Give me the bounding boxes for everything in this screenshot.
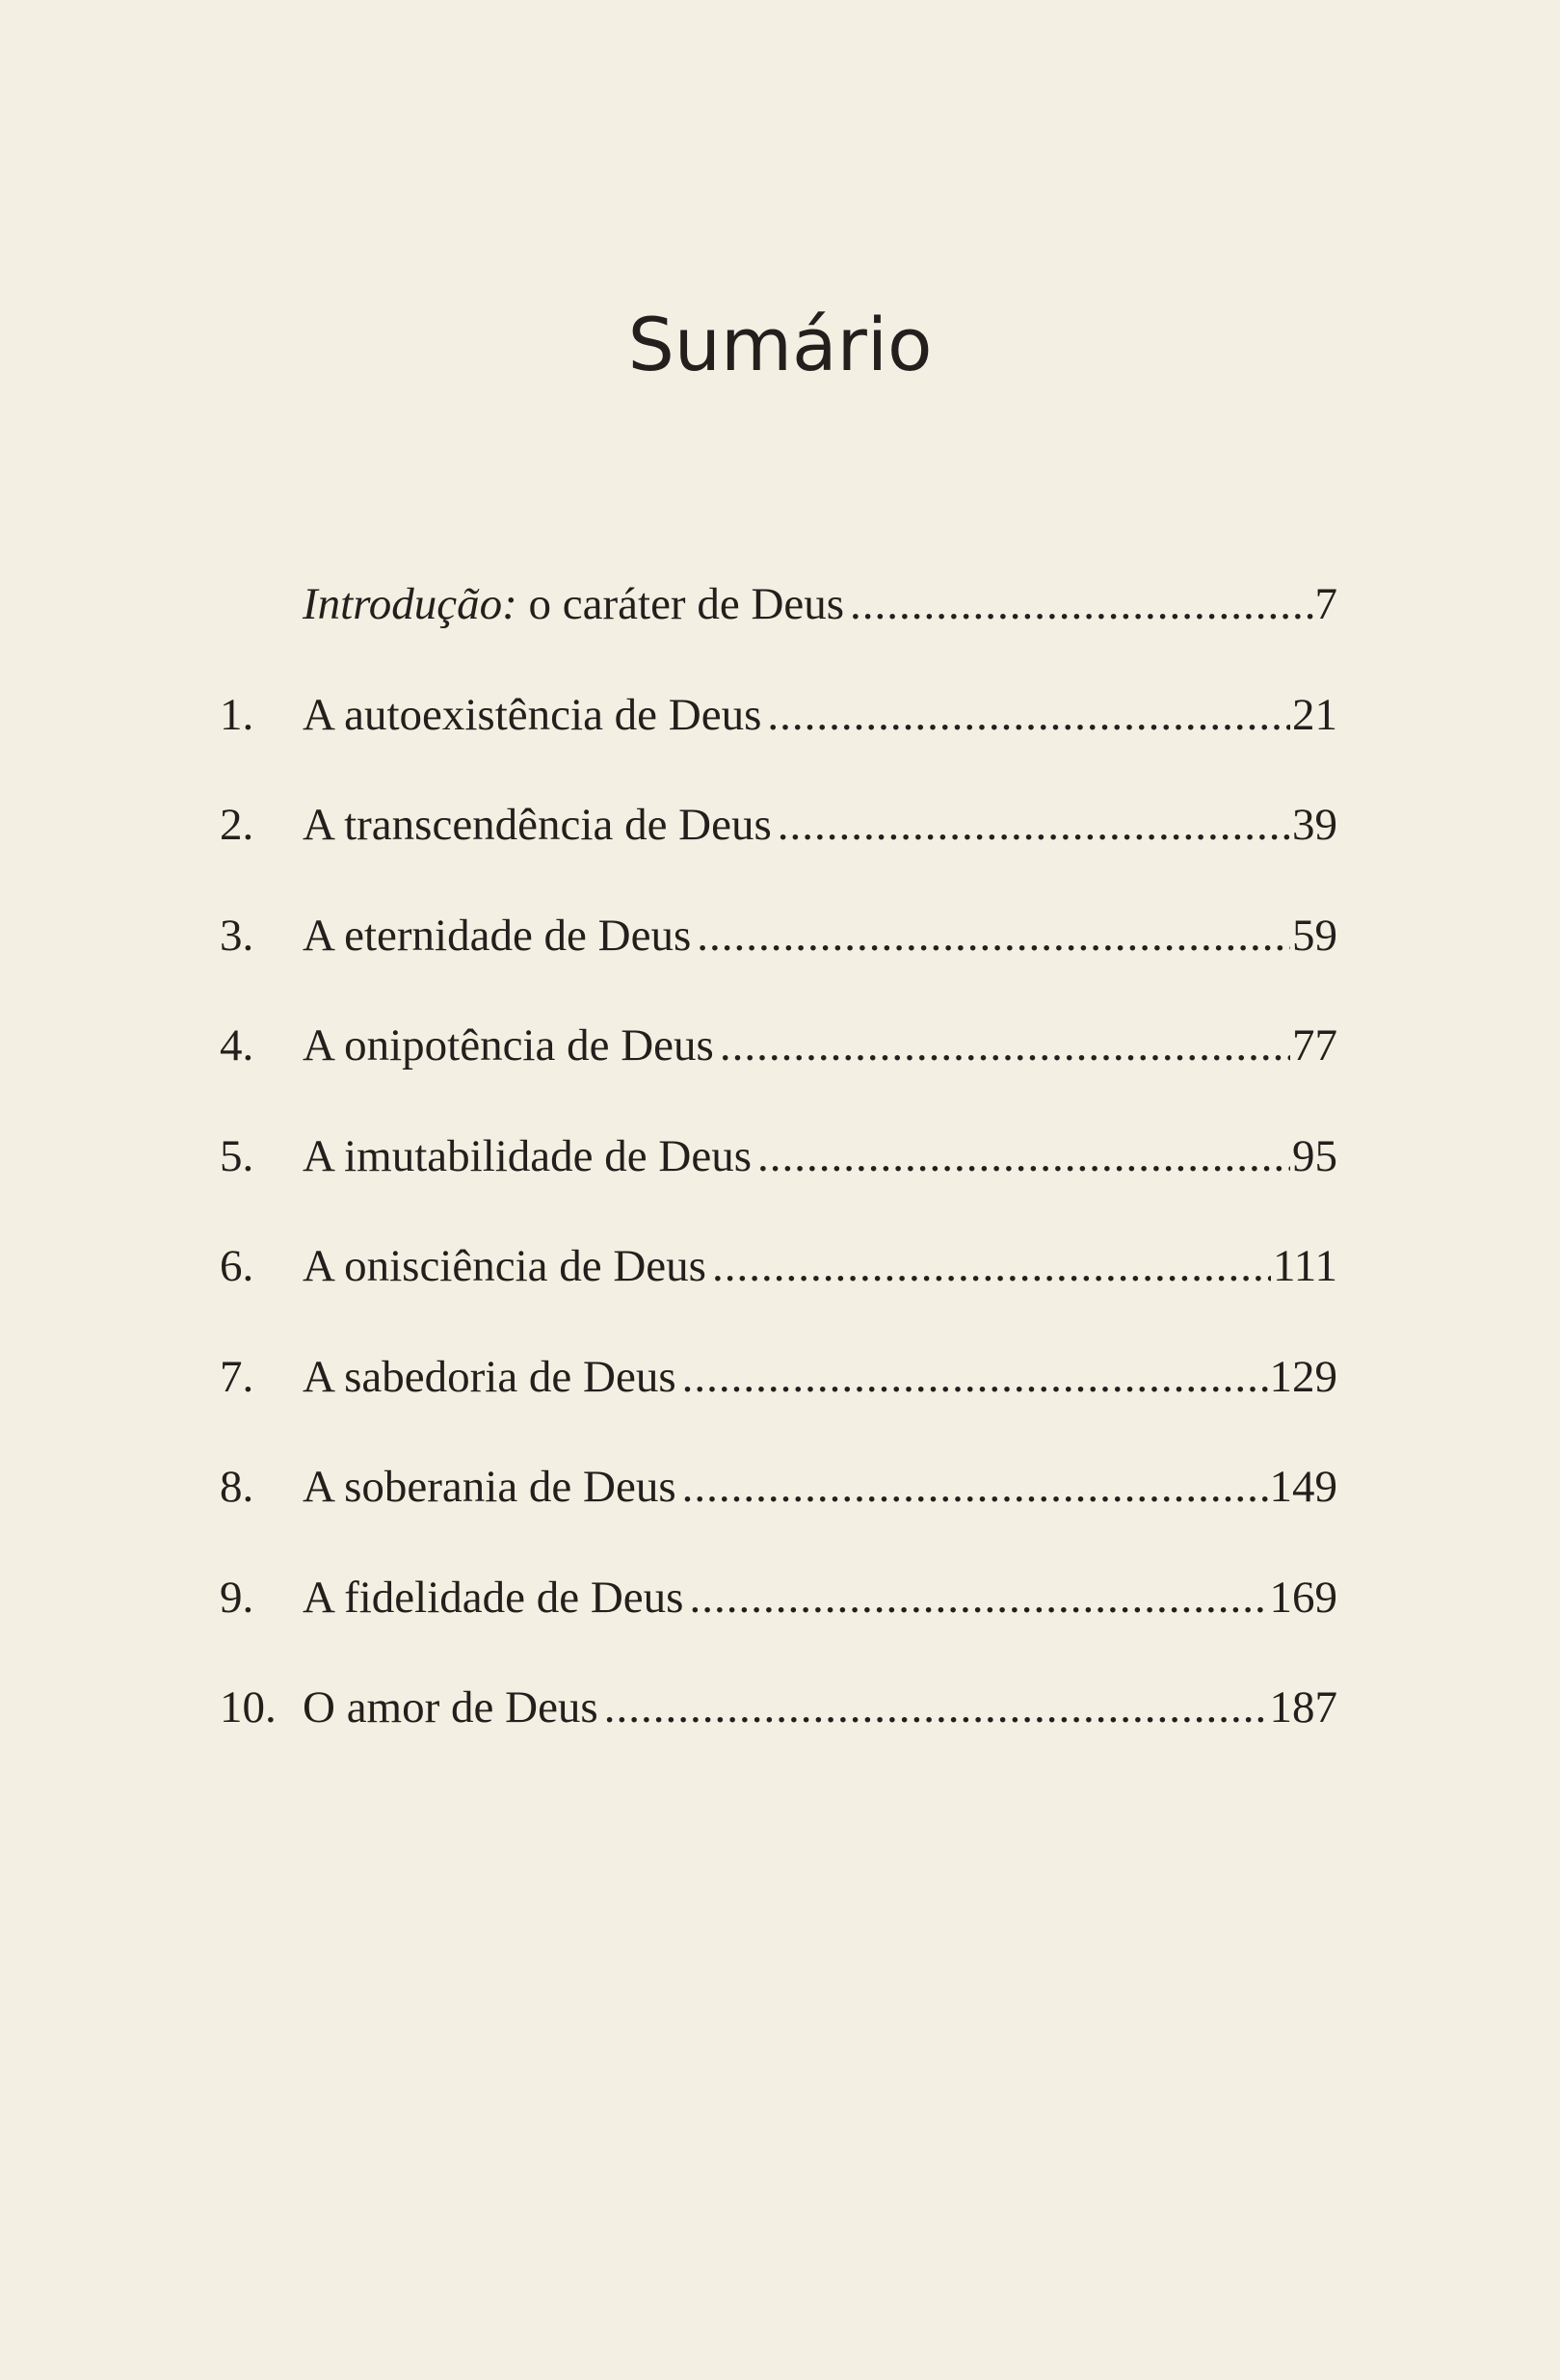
toc-entry-page: 7 [1314, 579, 1337, 629]
intro-title: o caráter de Deus [516, 579, 845, 629]
toc-entry-number: 6. [220, 1241, 254, 1291]
toc-entry-title: O amor de Deus [303, 1682, 598, 1732]
toc-entry-6[interactable] [220, 1241, 1337, 1355]
toc-entry-4[interactable] [220, 1020, 1337, 1134]
toc-entry-10[interactable] [220, 1682, 1337, 1796]
toc-entry-3[interactable] [220, 910, 1337, 1024]
toc-entry-page: 95 [1292, 1130, 1337, 1181]
dot-leader [697, 913, 1290, 959]
toc-entry-page: 21 [1292, 689, 1337, 740]
toc-entry-1[interactable] [220, 689, 1337, 804]
toc-entry-title: A sabedoria de Deus [303, 1351, 676, 1402]
toc-entry-number: 1. [220, 689, 254, 740]
toc-entry-page: 77 [1292, 1020, 1337, 1071]
intro-label: Introdução: [303, 579, 517, 629]
dot-leader [720, 1023, 1290, 1069]
toc-entry-title [303, 579, 845, 629]
dot-leader [778, 803, 1290, 848]
toc-entry-title: A eternidade de Deus [303, 910, 692, 961]
toc-entry-page: 59 [1292, 910, 1337, 961]
toc-entry-number: 8. [220, 1462, 254, 1512]
toc-entry-2[interactable] [220, 800, 1337, 913]
toc-entry-intro[interactable] [220, 579, 1337, 693]
toc-entry-9[interactable] [220, 1572, 1337, 1686]
toc-entry-title: A transcendência de Deus [303, 800, 772, 850]
dot-leader [689, 1575, 1267, 1621]
toc-entry-8[interactable] [220, 1462, 1337, 1575]
table-of-contents [220, 579, 1337, 1796]
toc-entry-page: 39 [1292, 800, 1337, 850]
dot-leader [712, 1244, 1271, 1289]
toc-entry-number: 3. [220, 910, 254, 961]
toc-entry-title: A onipotência de Deus [303, 1020, 714, 1071]
toc-entry-title: A imutabilidade de Deus [303, 1130, 752, 1181]
toc-entry-page: 169 [1269, 1572, 1337, 1623]
toc-entry-number: 5. [220, 1130, 254, 1181]
toc-entry-title: A autoexistência de Deus [303, 689, 762, 740]
toc-entry-number: 7. [220, 1351, 254, 1402]
dot-leader [850, 582, 1312, 627]
dot-leader [757, 1134, 1290, 1179]
toc-entry-number: 9. [220, 1572, 254, 1623]
toc-entry-page: 129 [1269, 1351, 1337, 1402]
toc-entry-title: A soberania de Deus [303, 1462, 676, 1512]
page-title: Sumário [627, 302, 933, 387]
toc-entry-page: 149 [1269, 1462, 1337, 1512]
toc-entry-number: 10. [220, 1682, 277, 1732]
toc-entry-title: A onisciência de Deus [303, 1241, 706, 1291]
toc-entry-5[interactable] [220, 1130, 1337, 1245]
toc-entry-title: A fidelidade de Deus [303, 1572, 684, 1623]
dot-leader [682, 1355, 1268, 1400]
toc-entry-number: 2. [220, 800, 254, 850]
dot-leader [604, 1685, 1268, 1731]
dot-leader [767, 693, 1290, 738]
toc-entry-7[interactable] [220, 1351, 1337, 1466]
toc-entry-number: 4. [220, 1020, 254, 1071]
toc-entry-page: 187 [1269, 1682, 1337, 1732]
toc-entry-page: 111 [1272, 1241, 1337, 1291]
dot-leader [682, 1465, 1268, 1510]
